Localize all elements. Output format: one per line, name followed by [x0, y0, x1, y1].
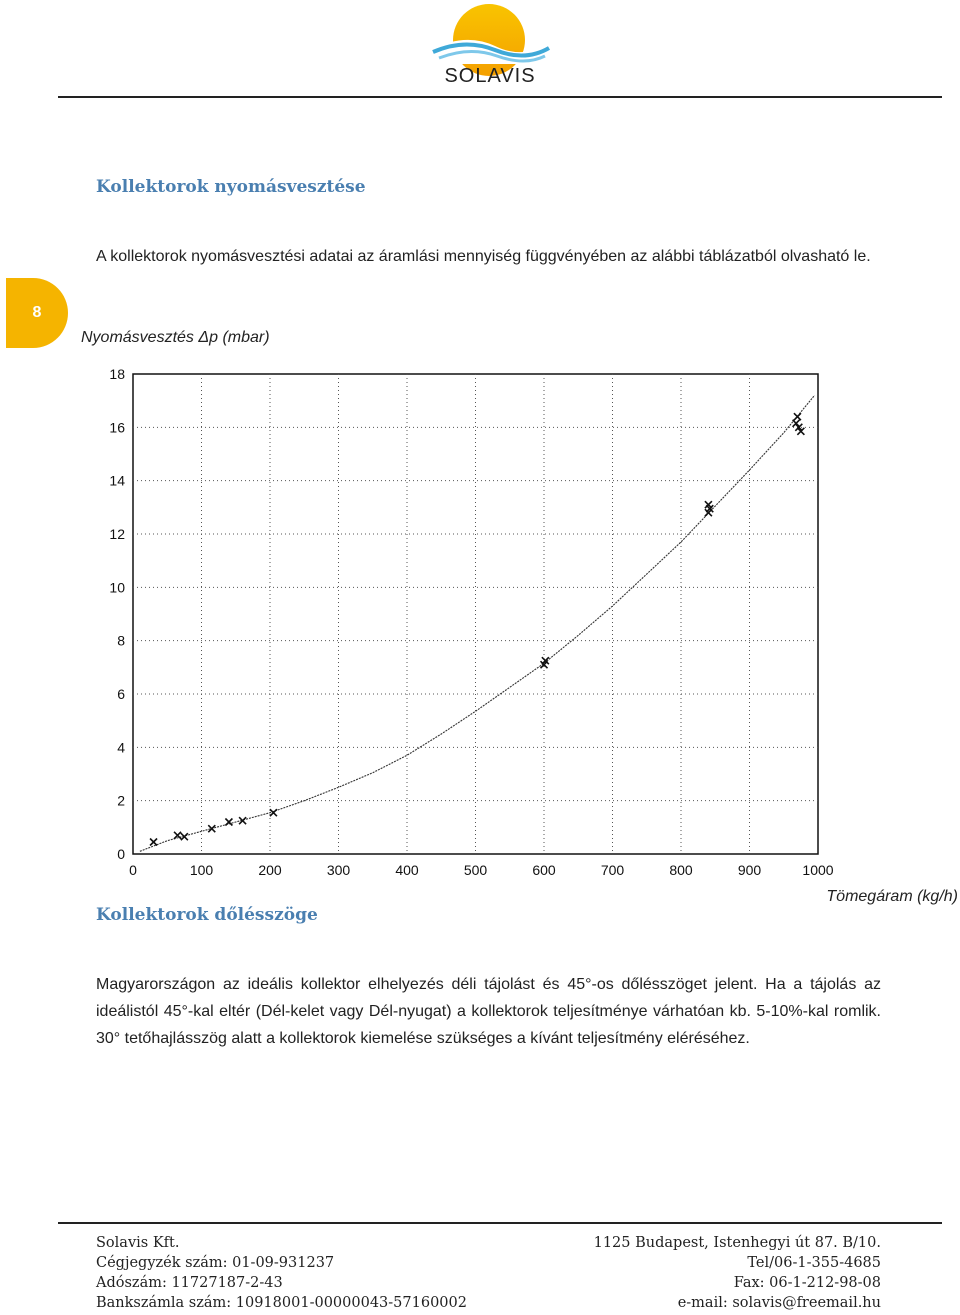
- y-tick-label: 8: [117, 632, 125, 649]
- x-tick-label: 0: [129, 862, 137, 878]
- x-tick-label: 400: [395, 862, 419, 878]
- footer-registry: Cégjegyzék szám: 01-09-931237: [96, 1255, 335, 1271]
- logo-text: SOLAVIS: [444, 65, 536, 86]
- y-tick-label: 6: [117, 686, 125, 702]
- y-tick-label: 12: [109, 526, 125, 542]
- x-tick-label: 700: [600, 862, 625, 878]
- data-point-marker: [181, 833, 188, 840]
- footer-company: Solavis Kft.: [96, 1235, 180, 1251]
- intro-paragraph: A kollektorok nyomásvesztési adatai az áramlási mennyiség függvényében az alábbi táblázatból olvasható le.: [96, 248, 871, 265]
- footer-fax: Fax: 06-1-212-98-08: [733, 1275, 881, 1291]
- chart-x-axis-label: Tömegáram (kg/h): [826, 888, 958, 905]
- section-title-tilt-angle: Kollektorok dőlésszöge: [96, 905, 318, 925]
- fit-curve: [140, 395, 815, 851]
- page-number-badge: [6, 278, 68, 348]
- x-tick-label: 200: [258, 862, 282, 878]
- y-tick-label: 0: [117, 846, 125, 862]
- footer-bank-account: Bankszámla szám: 10918001-00000043-57160002: [96, 1295, 467, 1311]
- x-tick-label: 600: [532, 862, 556, 878]
- data-point-marker: [239, 817, 246, 824]
- solavis-logo: [425, 2, 555, 86]
- section-title-pressure-loss: Kollektorok nyomásvesztése: [96, 177, 366, 197]
- y-tick-label: 18: [109, 366, 125, 382]
- data-point-marker: [150, 839, 157, 846]
- x-tick-label: 800: [669, 862, 693, 878]
- page-number: 8: [32, 304, 42, 321]
- data-point-marker: [793, 420, 800, 427]
- chart-y-axis-label: Nyomásvesztés Δp (mbar): [81, 329, 270, 346]
- footer-address: 1125 Budapest, Istenhegyi út 87. B/10.: [593, 1235, 881, 1251]
- pressure-loss-chart: [95, 360, 855, 890]
- x-tick-label: 500: [463, 862, 488, 878]
- data-point-marker: [225, 819, 232, 826]
- header-rule: [58, 96, 942, 98]
- data-point-marker: [794, 413, 801, 420]
- x-tick-label: 300: [326, 862, 351, 878]
- tilt-paragraph: Magyarországon az ideális kollektor elhelyezés déli tájolást és 45°-os dőlésszöget jelent. Ha a tájolás az ideálistól 45°-kal eltér (Dél-kelet vagy Dél-nyugat) a kollektorok teljesítménye várhatóan kb. 5-10%-kal romlik. 30° tetőhajlásszög alatt a kollektorok kiemelése szükséges a kívánt teljesítmény eléréséhez.: [96, 976, 881, 1047]
- y-tick-label: 14: [109, 472, 125, 489]
- footer-phone: Tel/06-1-355-4685: [747, 1255, 881, 1271]
- y-tick-label: 2: [117, 792, 125, 809]
- y-tick-label: 4: [117, 739, 125, 756]
- footer-rule: [58, 1222, 942, 1224]
- footer-email[interactable]: e-mail: solavis@freemail.hu: [677, 1295, 881, 1311]
- y-tick-label: 16: [109, 419, 125, 436]
- y-tick-label: 10: [109, 579, 125, 596]
- x-tick-label: 1000: [802, 862, 834, 878]
- x-tick-label: 900: [737, 862, 762, 878]
- x-tick-label: 100: [189, 862, 214, 878]
- footer-tax-number: Adószám: 11727187-2-43: [96, 1275, 283, 1291]
